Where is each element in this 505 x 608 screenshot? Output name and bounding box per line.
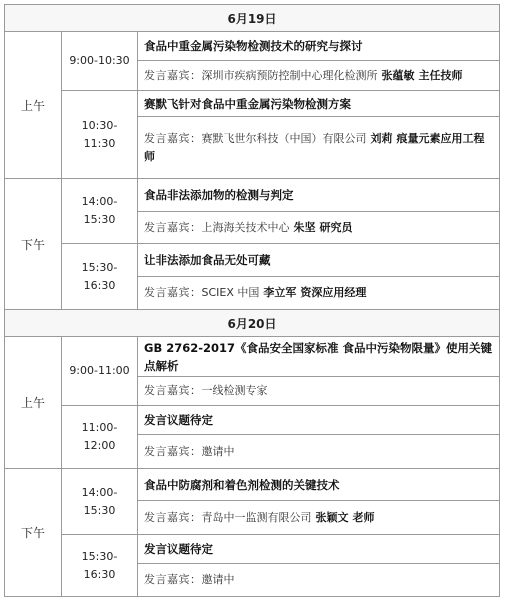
speaker-name: 刘莉 — [370, 131, 393, 145]
session-title: 赛默飞针对食品中重金属污染物检测方案 — [138, 91, 500, 117]
session-speaker — [138, 377, 500, 406]
day-header — [5, 5, 500, 32]
speaker-org: 邀请中 — [201, 573, 235, 586]
session-speaker — [138, 564, 500, 597]
day-header — [5, 310, 500, 337]
speaker-org: 一线检测专家 — [201, 384, 268, 397]
day-date: 6月20日 — [5, 310, 500, 337]
session-time: 11:00-12:00 — [62, 406, 138, 469]
speaker-label: 发言嘉宾： — [144, 444, 202, 458]
speaker-label: 发言嘉宾： — [144, 573, 202, 586]
speaker-label: 发言嘉宾： — [144, 131, 202, 145]
speaker-label: 发言嘉宾： — [144, 220, 202, 234]
speaker-name: 朱坚 — [293, 220, 316, 234]
speaker-role: 资深应用经理 — [300, 286, 367, 299]
session-time: 9:00-11:00 — [62, 337, 138, 406]
period-afternoon: 下午 — [5, 469, 62, 597]
agenda-table — [4, 4, 500, 597]
speaker-label: 发言嘉宾： — [144, 68, 202, 82]
period-morning: 上午 — [5, 337, 62, 469]
speaker-org: 赛默飞世尔科技（中国）有限公司 — [201, 131, 367, 145]
speaker-org: 深圳市疾病预防控制中心理化检测所 — [201, 68, 378, 82]
speaker-org: 邀请中 — [201, 444, 235, 458]
speaker-role: 痕量元素应用工程师 — [144, 131, 485, 163]
speaker-role: 研究员 — [319, 220, 353, 234]
session-speaker — [138, 277, 500, 310]
period-morning: 上午 — [5, 32, 62, 179]
session-speaker — [138, 117, 500, 179]
session-time: 15:30-16:30 — [62, 244, 138, 310]
session-speaker — [138, 61, 500, 91]
speaker-name: 李立军 — [263, 286, 297, 299]
session-time: 15:30-16:30 — [62, 535, 138, 597]
session-title: 发言议题待定 — [138, 535, 500, 564]
speaker-label: 发言嘉宾： — [144, 384, 202, 397]
speaker-role: 老师 — [352, 510, 375, 524]
session-speaker — [138, 501, 500, 535]
speaker-name: 张蕴敏 — [381, 68, 415, 82]
session-title: 发言议题待定 — [138, 406, 500, 435]
period-afternoon: 下午 — [5, 179, 62, 310]
session-time: 9:00-10:30 — [62, 32, 138, 91]
session-title: GB 2762-2017《食品安全国家标准 食品中污染物限量》使用关键点解析 — [138, 337, 500, 377]
session-time: 14:00-15:30 — [62, 179, 138, 244]
session-title: 食品中重金属污染物检测技术的研究与探讨 — [138, 32, 500, 61]
session-title: 食品中防腐剂和着色剂检测的关键技术 — [138, 469, 500, 501]
session-title: 食品非法添加物的检测与判定 — [138, 179, 500, 212]
speaker-role: 主任技师 — [418, 68, 463, 82]
speaker-org: 上海海关技术中心 — [201, 220, 290, 234]
speaker-org: 青岛中一监测有限公司 — [201, 510, 312, 524]
speaker-label: 发言嘉宾： — [144, 510, 202, 524]
session-time: 14:00-15:30 — [62, 469, 138, 535]
speaker-org: SCIEX 中国 — [201, 286, 260, 299]
session-speaker — [138, 212, 500, 244]
session-speaker — [138, 435, 500, 469]
session-time: 10:30-11:30 — [62, 91, 138, 179]
day-date: 6月19日 — [5, 5, 500, 32]
session-title: 让非法添加食品无处可藏 — [138, 244, 500, 277]
speaker-label: 发言嘉宾： — [144, 286, 202, 299]
speaker-name: 张颖文 — [315, 510, 349, 524]
